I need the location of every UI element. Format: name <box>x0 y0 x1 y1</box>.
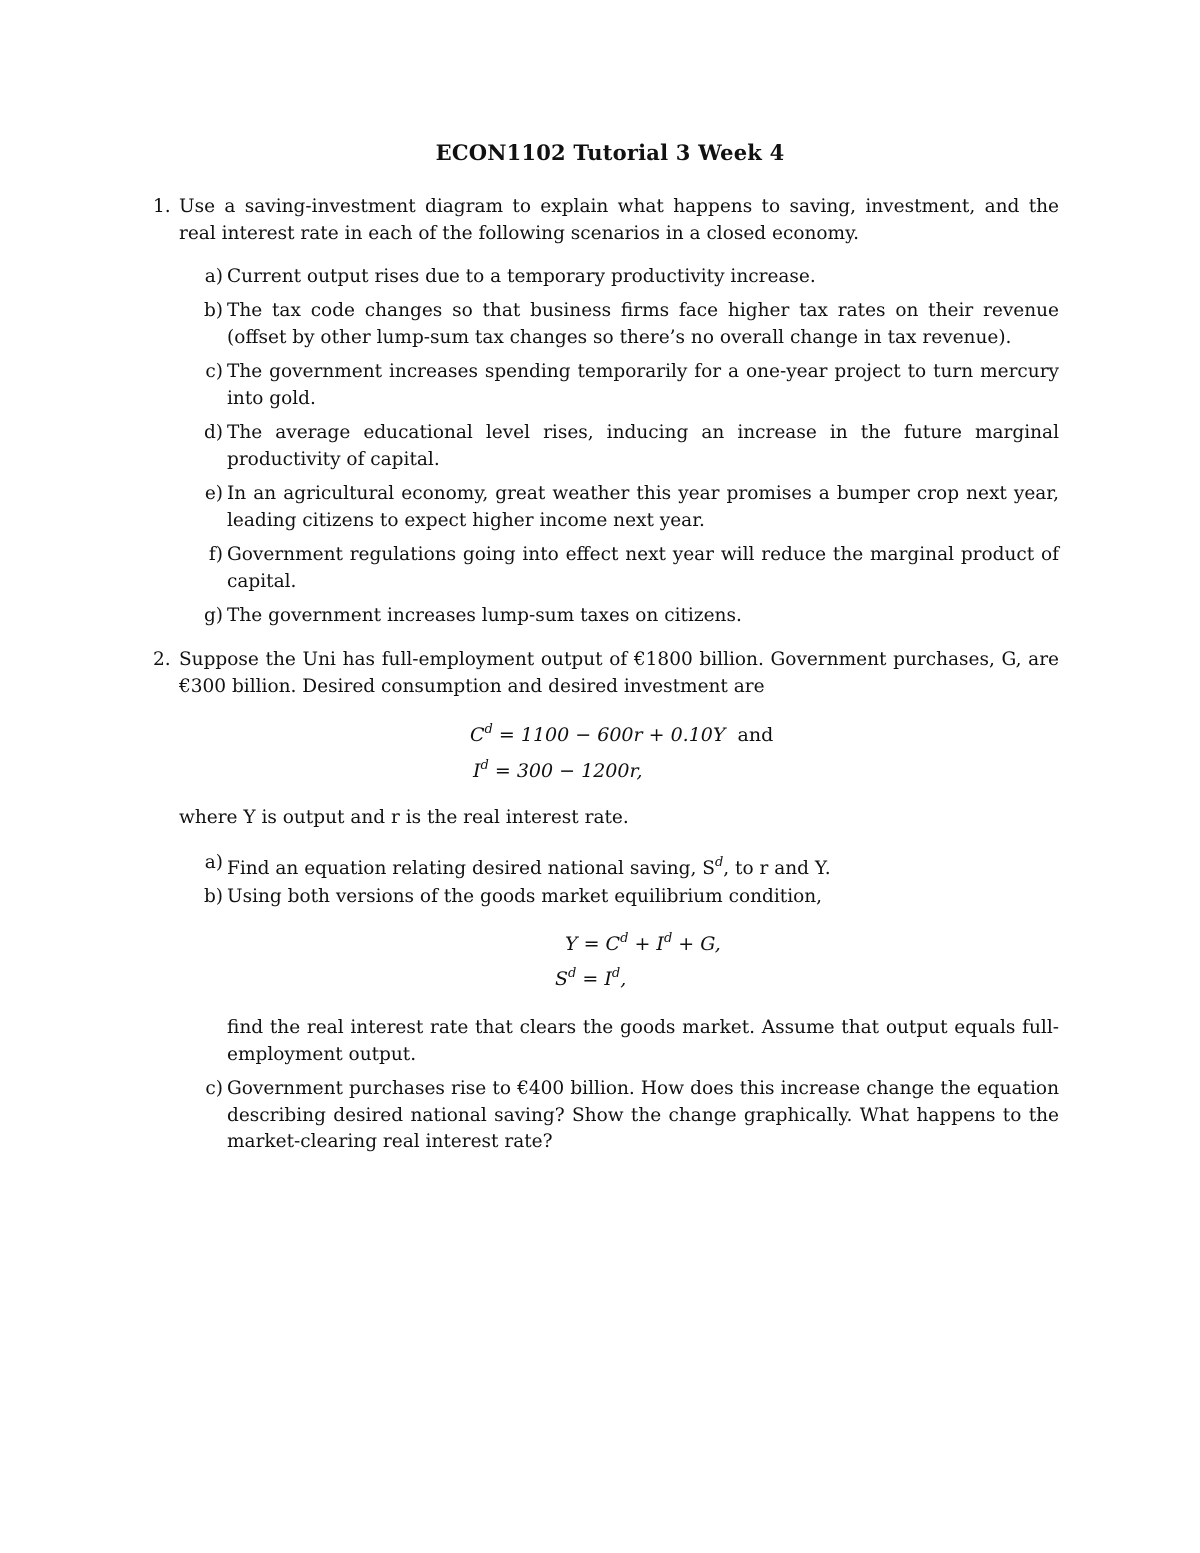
item-label: b) <box>203 886 223 907</box>
item-label: b) <box>203 300 223 321</box>
item-label: f) <box>208 544 223 565</box>
q1-item-d <box>153 420 1059 473</box>
item-text: The average educational level rises, inducing an increase in the future marginal productivity of capital. <box>227 422 1059 470</box>
q1-item-e <box>153 481 1059 534</box>
item-text: Using both versions of the goods market equilibrium condition, <box>227 886 823 907</box>
q1-item-b <box>153 298 1059 351</box>
item-text: Current output rises due to a temporary productivity increase. <box>227 266 816 287</box>
item-label: a) <box>204 852 223 873</box>
question-number: 2. <box>153 649 171 670</box>
item-text: Find an equation relating desired national saving, S <box>227 858 715 879</box>
page-title: ECON1102 Tutorial 3 Week 4 <box>435 140 785 165</box>
q2-item-a: a) Find an equation relating desired national saving, $S^d$, to r and Y. <box>153 850 1059 883</box>
question-2 <box>153 647 1059 700</box>
q2-item-b-continued <box>153 1015 1059 1068</box>
equation-goods-market: $Y = C^d + I^d + G$, <box>565 931 721 955</box>
item-label: d) <box>203 422 223 443</box>
q1-item-c <box>153 359 1059 412</box>
item-label: e) <box>204 483 223 504</box>
item-text: find the real interest rate that clears the goods market. Assume that output equals full-employment output. <box>227 1017 1059 1065</box>
item-label: c) <box>205 361 223 382</box>
question-text: Use a saving-investment diagram to explain what happens to saving, investment, and the real interest rate in each of the following scenarios in a closed economy. <box>179 196 1059 244</box>
q1-item-f <box>153 542 1059 595</box>
item-text: The tax code changes so that business firms face higher tax rates on their revenue (offset by other lump-sum tax changes so there’s no overall change in tax revenue). <box>227 300 1059 348</box>
item-text: The government increases spending temporarily for a one-year project to turn mercury into gold. <box>227 361 1059 409</box>
item-label: c) <box>205 1078 223 1099</box>
where-text: where Y is output and r is the real interest rate. <box>179 807 629 828</box>
equation-saving-investment: $S^d = I^d$, <box>555 966 627 990</box>
question-text: Suppose the Uni has full-employment output of €1800 billion. Government purchases, G, are €300 billion. Desired consumption and desired investment are <box>179 649 1059 697</box>
q1-item-a <box>153 264 1059 291</box>
item-text: Government purchases rise to €400 billion. How does this increase change the equation describing desired national saving? Show the change graphically. What happens to the market-clearing real interest rate? <box>227 1078 1059 1152</box>
item-text: In an agricultural economy, great weather this year promises a bumper crop next year, leading citizens to expect higher income next year. <box>227 483 1059 531</box>
q1-item-g <box>153 603 1059 630</box>
question-1 <box>153 194 1059 247</box>
item-label: g) <box>203 605 223 626</box>
item-text: Government regulations going into effect next year will reduce the marginal product of capital. <box>227 544 1059 592</box>
item-text: The government increases lump-sum taxes on citizens. <box>227 605 742 626</box>
q2-where <box>153 805 1059 832</box>
q2-item-c <box>153 1076 1059 1156</box>
question-number: 1. <box>153 196 171 217</box>
equation-consumption: $C^d = 1100 - 600r + 0.10Y$ and <box>470 722 774 746</box>
equation-investment: $I^d = 300 - 1200r$, <box>473 758 643 782</box>
q2-item-b <box>153 884 1059 911</box>
item-label: a) <box>204 266 223 287</box>
